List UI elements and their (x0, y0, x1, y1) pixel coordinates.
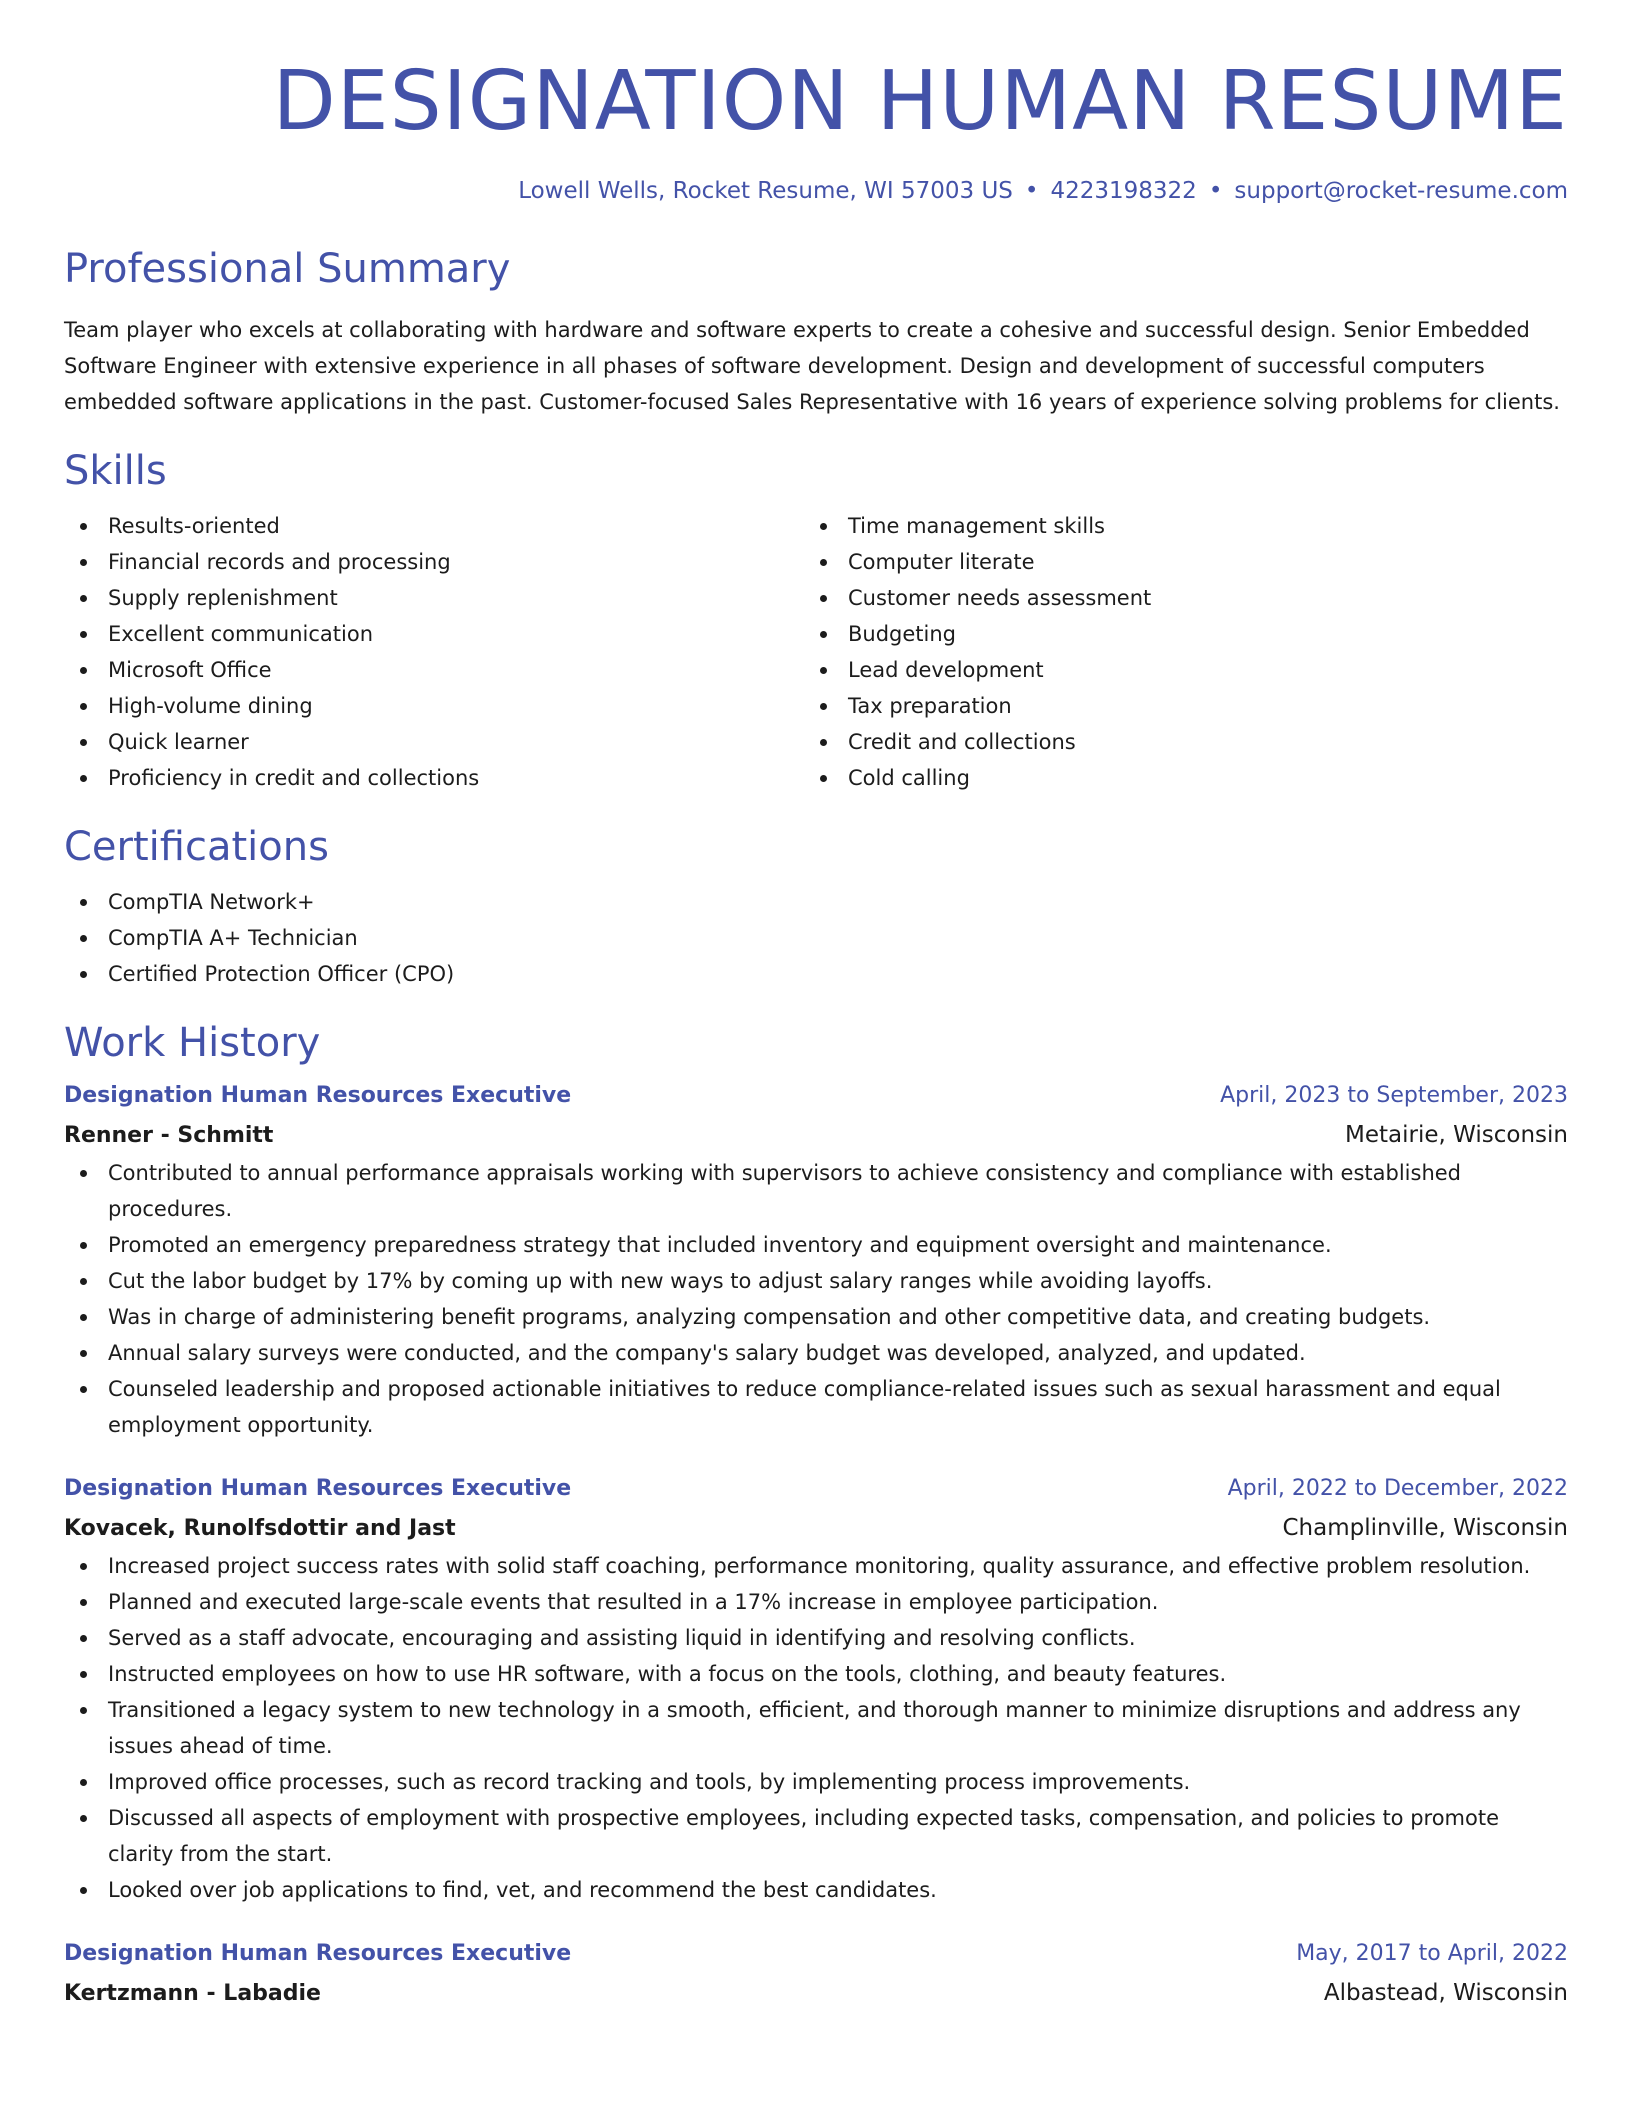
summary-text: Team player who excels at collaborating with hardware and software experts to create a cohesive and successful design. Senior Embedded Software Engineer with extensive experience in all phases of software development. Design and development of successful computers embedded software applications in the past. Customer-focused Sales Representative with 16 years of experience solving problems for clients. (64, 318, 1560, 414)
job-bullet: Was in charge of administering benefit programs, analyzing compensation and other competitive data, and creating budgets. (64, 1299, 1568, 1335)
job-bullets (64, 1548, 1568, 1908)
list-item: Budgeting (804, 616, 1544, 652)
list-item: Cold calling (804, 760, 1544, 796)
job-bullet: Instructed employees on how to use HR software, with a focus on the tools, clothing, and beauty features. (64, 1656, 1568, 1692)
list-item: Microsoft Office (64, 652, 804, 688)
job-bullet: Discussed all aspects of employment with prospective employees, including expected tasks, compensation, and policies to promote clarity from the start. (64, 1800, 1568, 1872)
job-bullet: Contributed to annual performance appraisals working with supervisors to achieve consistency and compliance with established procedures. (64, 1155, 1568, 1227)
skills-section (64, 446, 1568, 796)
job-bullet: Cut the labor budget by 17% by coming up with new ways to adjust salary ranges while avoiding layoffs. (64, 1263, 1568, 1299)
job-bullet: Promoted an emergency preparedness strategy that included inventory and equipment oversight and maintenance. (64, 1227, 1568, 1263)
job-header (64, 1469, 1568, 1509)
list-item: CompTIA A+ Technician (64, 920, 1568, 956)
job-subheader (64, 1116, 1568, 1155)
job-bullet: Annual salary surveys were conducted, and the company's salary budget was developed, analyzed, and updated. (64, 1335, 1568, 1371)
list-item: CompTIA Network+ (64, 884, 1568, 920)
job-location: Champlinville, Wisconsin (1282, 1515, 1568, 1541)
list-item: Quick learner (64, 724, 804, 760)
work-history-section (64, 1018, 1568, 2013)
job-location: Albastead, Wisconsin (1323, 1980, 1568, 2006)
job-bullet: Transitioned a legacy system to new technology in a smooth, efficient, and thorough manner to minimize disruptions and address any issues ahead of time. (64, 1692, 1568, 1764)
list-item: Time management skills (804, 508, 1544, 544)
section-title-summary: Professional Summary (64, 246, 511, 292)
list-item: Financial records and processing (64, 544, 804, 580)
job-entry (64, 1076, 1568, 1443)
job-header (64, 1076, 1568, 1116)
job-company: Renner - Schmitt (64, 1123, 274, 1148)
job-title: Designation Human Resources Executive (64, 1476, 572, 1501)
section-title-skills: Skills (64, 448, 167, 494)
contact-line (64, 176, 1568, 206)
job-bullet: Served as a staff advocate, encouraging and assisting liquid in identifying and resolving conflicts. (64, 1620, 1568, 1656)
certifications-list (64, 884, 1568, 992)
job-dates: April, 2023 to September, 2023 (1220, 1083, 1568, 1108)
list-item: Lead development (804, 652, 1544, 688)
job-dates: April, 2022 to December, 2022 (1227, 1476, 1568, 1501)
job-bullet: Increased project success rates with solid staff coaching, performance monitoring, quality assurance, and effective problem resolution. (64, 1548, 1568, 1584)
list-item: Customer needs assessment (804, 580, 1544, 616)
job-company: Kertzmann - Labadie (64, 1981, 321, 2006)
certifications-section (64, 822, 1568, 992)
list-item: High-volume dining (64, 688, 804, 724)
section-title-certifications: Certifications (64, 824, 329, 870)
job-entry (64, 1934, 1568, 2013)
list-item: Results-oriented (64, 508, 804, 544)
job-title: Designation Human Resources Executive (64, 1083, 572, 1108)
list-item: Tax preparation (804, 688, 1544, 724)
job-entry (64, 1469, 1568, 1908)
job-bullets (64, 1155, 1568, 1443)
list-item: Computer literate (804, 544, 1544, 580)
list-item: Certified Protection Officer (CPO) (64, 956, 1568, 992)
job-location: Metairie, Wisconsin (1345, 1122, 1568, 1148)
summary-section (64, 244, 1568, 420)
list-item: Excellent communication (64, 616, 804, 652)
job-bullet: Looked over job applications to find, vet, and recommend the best candidates. (64, 1872, 1568, 1908)
job-subheader (64, 1509, 1568, 1548)
contact-separator: • (1024, 178, 1039, 204)
skills-grid (64, 508, 1568, 796)
contact-address: Lowell Wells, Rocket Resume, WI 57003 US (518, 178, 1013, 204)
job-title: Designation Human Resources Executive (64, 1941, 572, 1966)
contact-email[interactable]: support@rocket-resume.com (1234, 178, 1568, 204)
job-company: Kovacek, Runolfsdottir and Jast (64, 1516, 456, 1541)
job-bullet: Counseled leadership and proposed actionable initiatives to reduce compliance-related issues such as sexual harassment and equal employment opportunity. (64, 1371, 1568, 1443)
resume-header (64, 0, 1568, 206)
jobs-container (64, 1076, 1568, 2013)
list-item: Supply replenishment (64, 580, 804, 616)
contact-phone: 4223198322 (1050, 178, 1197, 204)
skills-list-left (64, 508, 804, 796)
list-item: Credit and collections (804, 724, 1544, 760)
section-title-work-history: Work History (64, 1020, 321, 1066)
job-header (64, 1934, 1568, 1974)
list-item: Proficiency in credit and collections (64, 760, 804, 796)
job-bullet: Planned and executed large-scale events that resulted in a 17% increase in employee participation. (64, 1584, 1568, 1620)
job-subheader (64, 1974, 1568, 2013)
resume-name: DESIGNATION HUMAN RESUME (272, 54, 1568, 149)
job-bullet: Improved office processes, such as record tracking and tools, by implementing process improvements. (64, 1764, 1568, 1800)
contact-separator: • (1208, 178, 1223, 204)
skills-list-right (804, 508, 1544, 796)
job-dates: May, 2017 to April, 2022 (1296, 1941, 1568, 1966)
